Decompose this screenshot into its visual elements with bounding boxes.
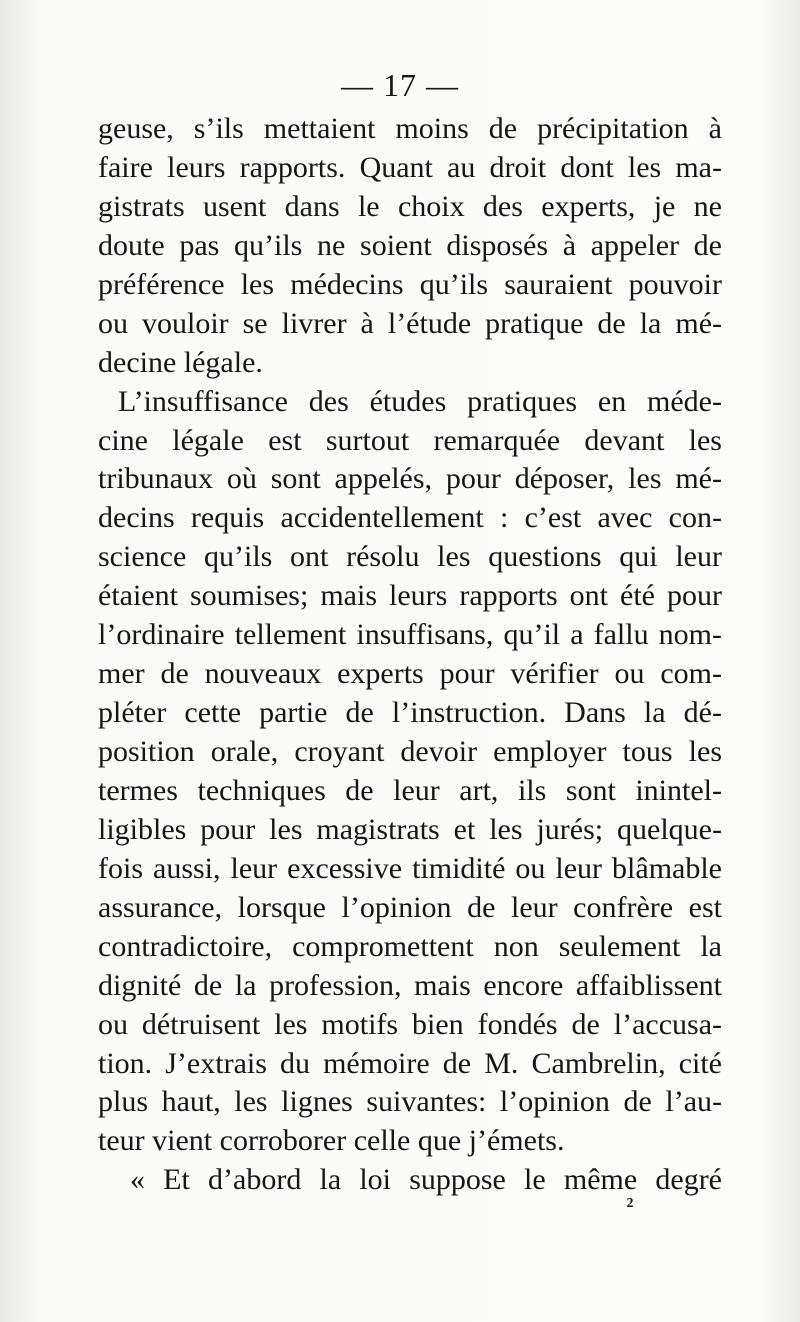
text-line: ou détruisent les motifs bien fondés de l’accusa- [98, 1007, 722, 1041]
body-text [98, 110, 722, 1200]
text-line: position orale, croyant devoir employer tous les [98, 735, 722, 768]
text-line: decine légale. [98, 345, 263, 379]
page-number: — 17 — [341, 67, 459, 103]
text-line: decins requis accidentellement : c’est avec con- [98, 501, 722, 535]
text-line: termes techniques de leur art, ils sont inintel- [98, 773, 722, 807]
text-line: gistrats usent dans le choix des experts, je ne [98, 189, 722, 223]
signature-mark: 2 [626, 1196, 634, 1211]
text-line: ou vouloir se livrer à l’étude pratique de la mé- [98, 306, 722, 340]
text-line: étaient soumises; mais leurs rapports ont été pour [98, 579, 722, 613]
text-line: « Et d’abord la loi suppose le même degré [130, 1163, 722, 1197]
text-line: l’ordinaire tellement insuffisans, qu’il a fallu nom- [98, 618, 722, 652]
text-line: préférence les médecins qu’ils sauraient pouvoir [98, 267, 722, 301]
text-line: faire leurs rapports. Quant au droit dont les ma- [98, 150, 722, 184]
text-line: dignité de la profession, mais encore affaiblissent [98, 968, 722, 1002]
text-line: pléter cette partie de l’instruction. Dans la dé- [98, 696, 722, 730]
text-line: science qu’ils ont résolu les questions qui leur [98, 540, 722, 574]
text-line: assurance, lorsque l’opinion de leur confrère est [98, 890, 722, 924]
text-line: ligibles pour les magistrats et les jurés; quelque- [98, 812, 722, 846]
text-line: fois aussi, leur excessive timidité ou leur blâmable [98, 851, 722, 885]
text-line: geuse, s’ils mettaient moins de précipitation à [98, 112, 722, 145]
text-line: contradictoire, compromettent non seulement la [98, 929, 722, 963]
text-line: L’insuffisance des études pratiques en méde- [118, 384, 722, 418]
text-line: plus haut, les lignes suivantes: l’opinion de l’au- [98, 1085, 722, 1119]
text-line: teur vient corroborer celle que j’émets. [98, 1124, 565, 1158]
text-line: doute pas qu’ils ne soient disposés à appeler de [98, 228, 722, 262]
text-line: tion. J’extrais du mémoire de M. Cambrelin, cité [98, 1046, 722, 1080]
text-line: tribunaux où sont appelés, pour déposer, les mé- [98, 462, 722, 496]
text-line: mer de nouveaux experts pour vérifier ou com- [98, 657, 722, 691]
text-line: cine légale est surtout remarquée devant les [98, 423, 722, 457]
